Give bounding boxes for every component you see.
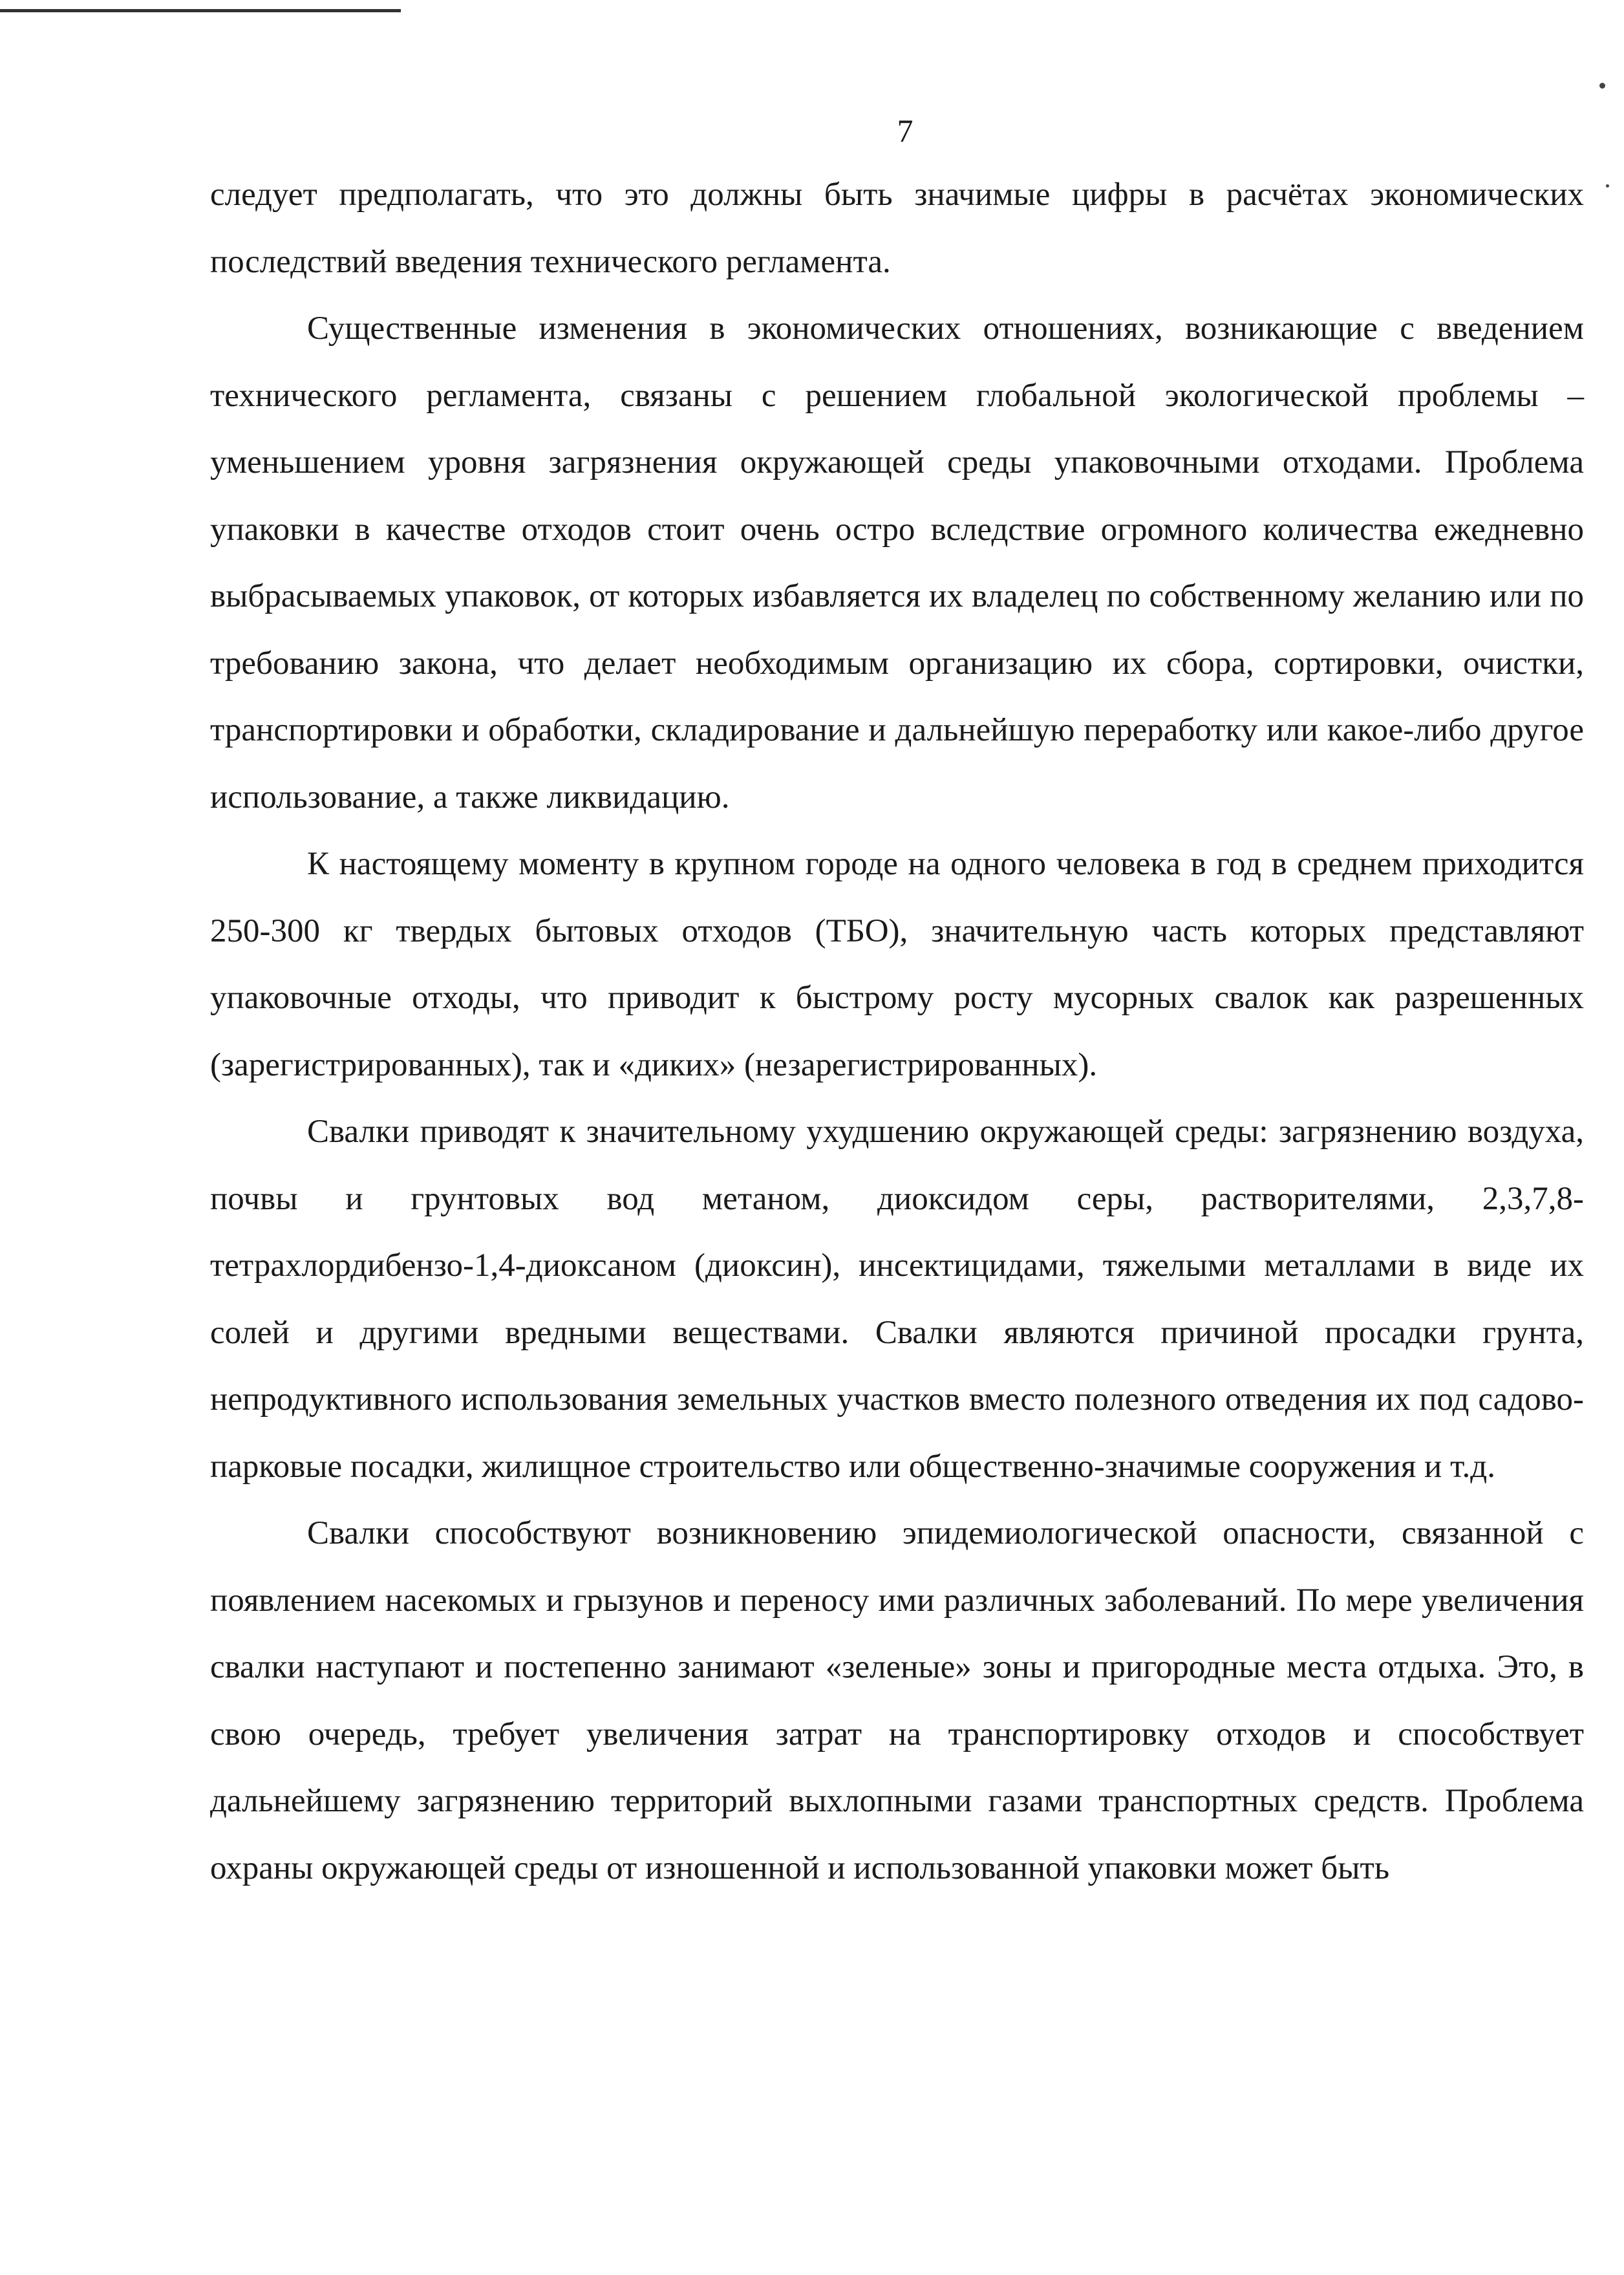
paragraph: Свалки приводят к значительному ухудшению окружающей среды: загрязнению воздуха, почвы и грунтовых вод метаном, диоксидом серы, растворителями, 2,3,7,8-тетрахлордибензо-1,4-диоксаном (диоксин), инсектицидами, тяжелыми металлами в виде их солей и другими вредными веществами. Свалки являются причиной просадки грунта, непродуктивного использования земельных участков вместо полезного отведения их под садово-парковые посадки, жилищное строительство или общественно-значимые сооружения и т.д. [210,1114,1584,1485]
document-body [210,162,1584,1902]
page-number: 7 [897,113,914,149]
paragraph: Существенные изменения в экономических отношениях, возникающие с введением технического регламента, связаны с решением глобальной экологической проблемы – уменьшением уровня загрязнения окружающей среды упаковочными отходами. Проблема упаковки в качестве отходов стоит очень остро вследствие огромного количества ежедневно выбрасываемых упаковок, от которых избавляется их владелец по собственному желанию или по требованию закона, что делает необходимым организацию их сбора, сортировки, очистки, транспортировки и обработки, складирование и дальнейшую переработку или какое-либо другое использование, а также ликвидацию. [210,310,1584,815]
scan-speck [1599,83,1605,89]
scan-artifact-line [0,9,401,12]
scan-speck [1606,184,1609,188]
paragraph-continuation: следует предполагать, что это должны быть значимые цифры в расчётах экономических последствий введения технического регламента. [210,177,1584,280]
paragraph: Свалки способствуют возникновению эпидемиологической опасности, связанной с появлением насекомых и грызунов и переносу ими различных заболеваний. По мере увеличения свалки наступают и постепенно занимают «зеленые» зоны и пригородные места отдыха. Это, в свою очередь, требует увеличения затрат на транспортировку отходов и способствует дальнейшему загрязнению территорий выхлопными газами транспортных средств. Проблема охраны окружающей среды от изношенной и использованной упаковки может быть [210,1515,1584,1886]
paragraph: К настоящему моменту в крупном городе на одного человека в год в среднем приходится 250-300 кг твердых бытовых отходов (ТБО), значительную часть которых представляют упаковочные отходы, что приводит к быстрому росту мусорных свалок как разрешенных (зарегистрированных), так и «диких» (незарегистрированных). [210,846,1584,1083]
